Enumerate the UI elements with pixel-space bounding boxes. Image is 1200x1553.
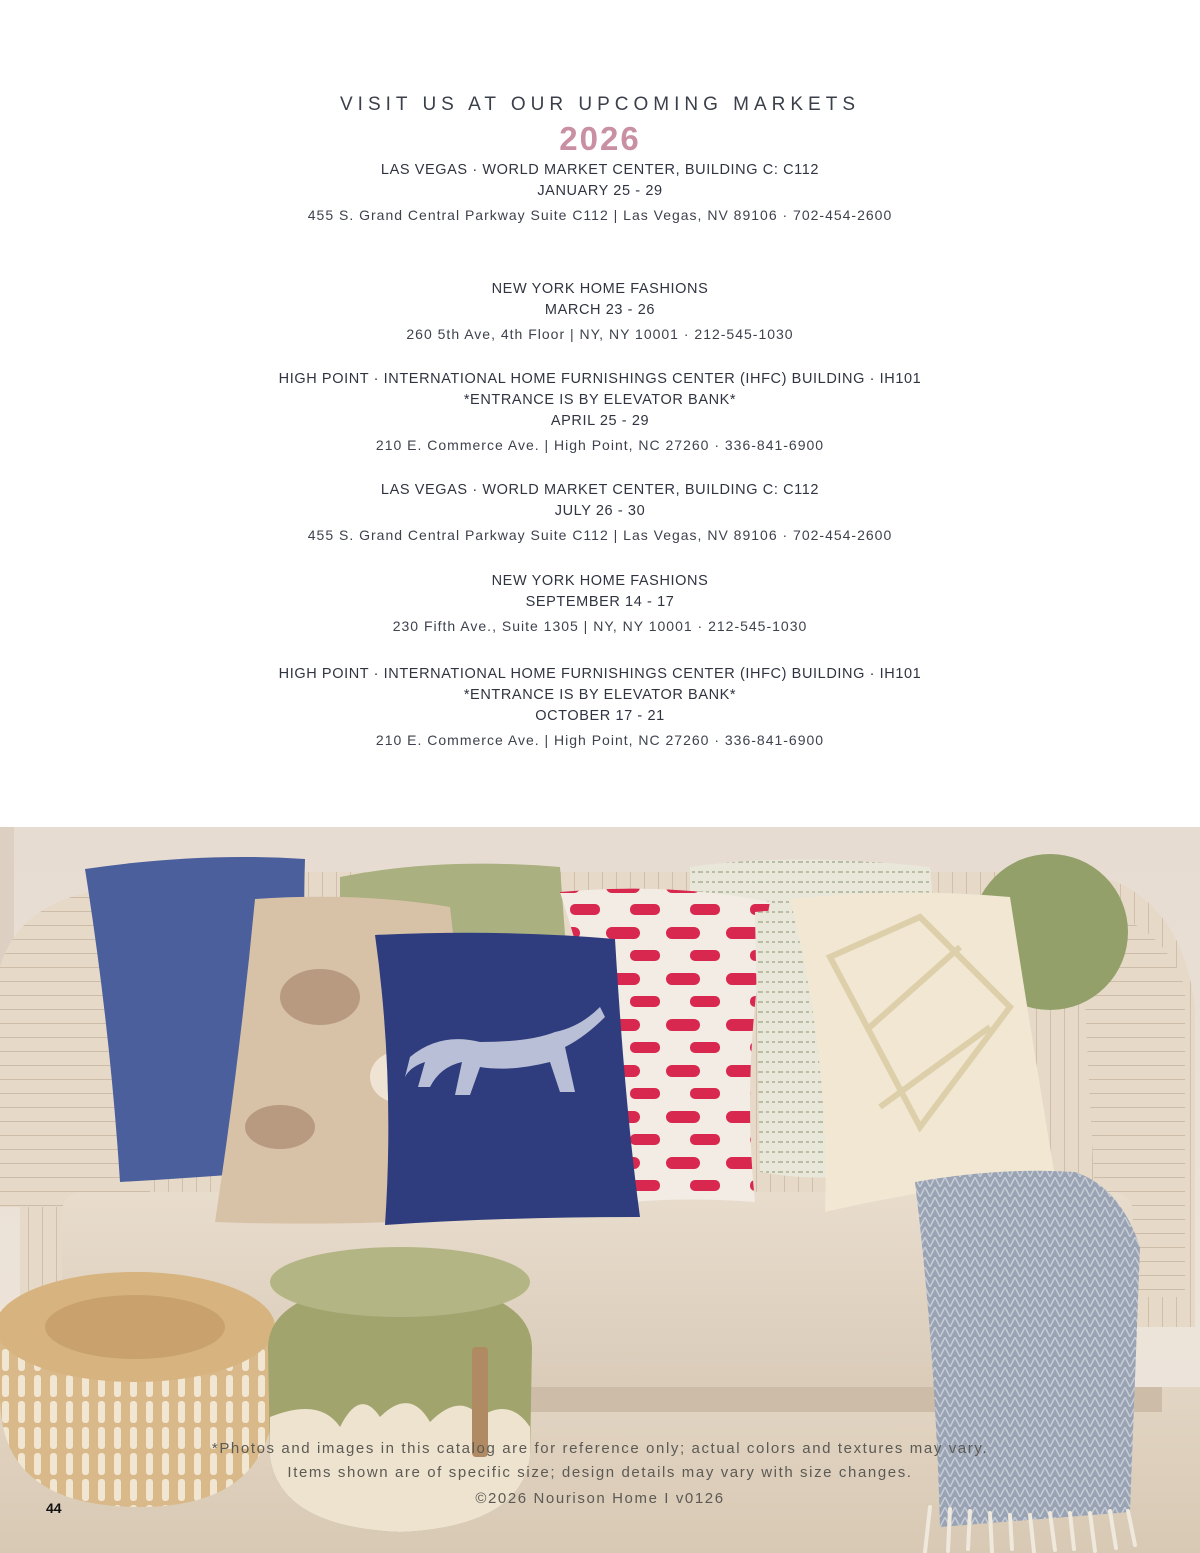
event-venue: HIGH POINT · INTERNATIONAL HOME FURNISHINGS CENTER (IHFC) BUILDING · IH101 <box>278 371 922 387</box>
event-dates: JANUARY 25 - 29 <box>537 183 663 199</box>
event-dates: SEPTEMBER 14 - 17 <box>525 594 675 610</box>
market-event-high-point-october <box>0 664 1200 751</box>
event-venue: NEW YORK HOME FASHIONS <box>491 281 709 297</box>
disclaimer-line-2: Items shown are of specific size; design details may vary with size changes. <box>287 1464 913 1481</box>
event-dates: MARCH 23 - 26 <box>544 302 656 318</box>
event-note: *ENTRANCE IS BY ELEVATOR BANK* <box>463 392 737 408</box>
event-venue: HIGH POINT · INTERNATIONAL HOME FURNISHINGS CENTER (IHFC) BUILDING · IH101 <box>278 666 922 682</box>
photo-disclaimer <box>0 1437 1200 1485</box>
market-event-las-vegas-july <box>0 480 1200 546</box>
event-dates: APRIL 25 - 29 <box>550 413 650 429</box>
event-note: *ENTRANCE IS BY ELEVATOR BANK* <box>463 687 737 703</box>
page-heading: VISIT US AT OUR UPCOMING MARKETS <box>340 94 860 115</box>
event-dates: OCTOBER 17 - 21 <box>535 708 665 724</box>
event-address: 260 5th Ave, 4th Floor | NY, NY 10001 · 212-545-1030 <box>406 326 794 342</box>
event-address: 455 S. Grand Central Parkway Suite C112 | Las Vegas, NV 89106 · 702-454-2600 <box>307 527 893 543</box>
event-venue: LAS VEGAS · WORLD MARKET CENTER, BUILDING C: C112 <box>380 482 820 498</box>
event-address: 210 E. Commerce Ave. | High Point, NC 27260 · 336-841-6900 <box>375 732 825 748</box>
page-number: 44 <box>46 1500 62 1516</box>
market-event-new-york-september <box>0 571 1200 637</box>
event-address: 455 S. Grand Central Parkway Suite C112 | Las Vegas, NV 89106 · 702-454-2600 <box>307 207 893 223</box>
copyright-notice: ©2026 Nourison Home I v0126 <box>475 1490 725 1507</box>
event-dates: JULY 26 - 30 <box>554 503 646 519</box>
event-address: 230 Fifth Ave., Suite 1305 | NY, NY 10001 · 212-545-1030 <box>392 618 808 634</box>
market-event-new-york-march <box>0 279 1200 345</box>
disclaimer-line-1: *Photos and images in this catalog are for reference only; actual colors and textures may vary. <box>211 1440 989 1457</box>
market-event-high-point-april <box>0 369 1200 456</box>
market-event-las-vegas-january <box>0 160 1200 226</box>
event-venue: LAS VEGAS · WORLD MARKET CENTER, BUILDING C: C112 <box>380 162 820 178</box>
year-title: 2026 <box>559 120 641 157</box>
event-venue: NEW YORK HOME FASHIONS <box>491 573 709 589</box>
event-address: 210 E. Commerce Ave. | High Point, NC 27260 · 336-841-6900 <box>375 437 825 453</box>
